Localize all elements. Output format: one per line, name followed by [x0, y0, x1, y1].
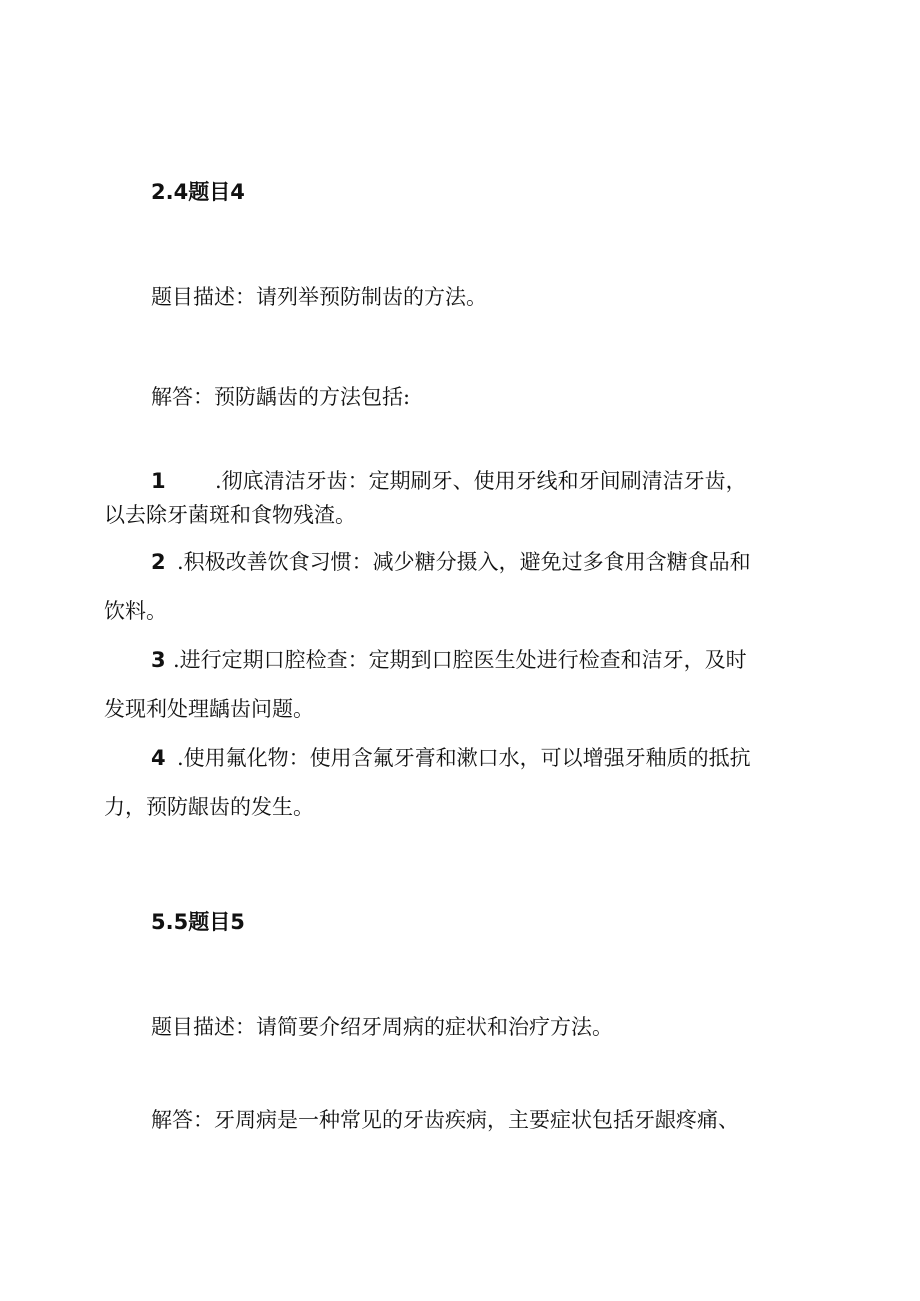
answer-intro-4: 解答：预防龋齿的方法包括: — [151, 385, 411, 409]
answer-item-1 — [104, 464, 824, 532]
answer-intro-5: 解答：牙周病是一种常见的牙齿疾病，主要症状包括牙龈疼痛、 — [151, 1108, 739, 1132]
item-text-continued: 以去除牙菌斑和食物残渣。 — [104, 503, 356, 527]
item-text: .积极改善饮食习惯：减少糖分摄入，避免过多食用含糖食品和 — [177, 550, 751, 574]
section-heading-4: 2.4题目4 — [151, 180, 245, 204]
answer-item-4 — [104, 734, 824, 832]
item-number: 1 — [151, 469, 166, 493]
item-text-continued: 饮料。 — [104, 599, 167, 623]
question-description-5: 题目描述：请简要介绍牙周病的症状和治疗方法。 — [151, 1015, 613, 1039]
item-text-continued: 发现利处理龋齿问题。 — [104, 697, 314, 721]
item-number: 2 — [151, 550, 166, 574]
answer-item-2 — [104, 538, 824, 636]
section-heading-5: 5.5题目5 — [151, 910, 245, 934]
item-text-continued: 力，预防龈齿的发生。 — [104, 795, 314, 819]
item-text: .彻底清洁牙齿：定期刷牙、使用牙线和牙间刷清洁牙齿， — [215, 469, 747, 493]
item-number: 3 — [151, 648, 166, 672]
item-text: .使用氟化物：使用含氟牙膏和漱口水，可以增强牙釉质的抵抗 — [177, 746, 751, 770]
item-number: 4 — [151, 746, 166, 770]
answer-item-3 — [104, 636, 824, 734]
question-description-4: 题目描述：请列举预防制齿的方法。 — [151, 285, 487, 309]
item-text: .进行定期口腔检查：定期到口腔医生处进行检查和洁牙，及时 — [173, 648, 747, 672]
